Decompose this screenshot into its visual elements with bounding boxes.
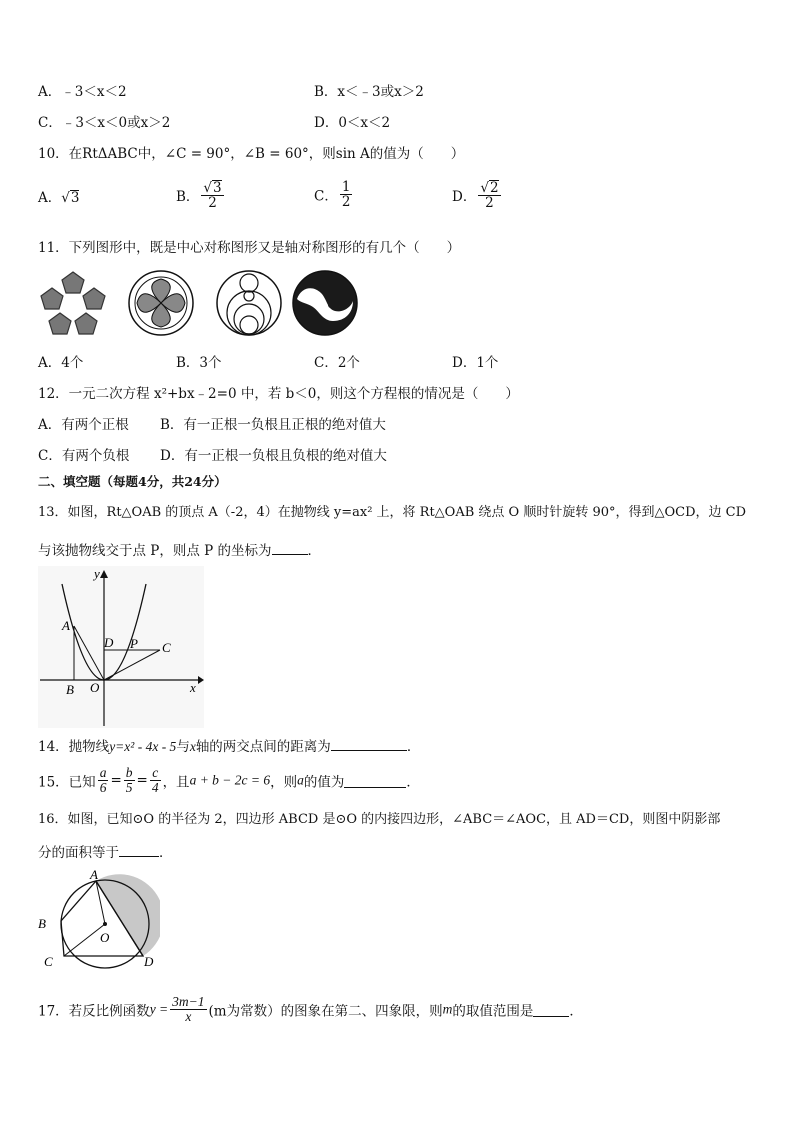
q15-frac-c <box>150 766 161 795</box>
swirl-figure <box>291 269 359 337</box>
label-a: A <box>62 618 70 633</box>
q9-option-d: D．0＜x＜2 <box>314 115 391 131</box>
label-c: C <box>44 954 53 969</box>
q12-option-c: C．有两个负根 <box>38 448 130 464</box>
q17-line <box>38 995 583 1024</box>
equals: = <box>136 772 148 789</box>
label-d: D <box>144 954 154 969</box>
q17-var: m <box>442 1001 453 1017</box>
q14-mid: 与 <box>176 739 190 755</box>
label-a: A <box>90 868 98 882</box>
q11-option-d: D．1个 <box>452 355 499 371</box>
q11-option-c: C．2个 <box>314 355 360 371</box>
q15-frac-a <box>98 766 109 795</box>
q10-option-c <box>314 180 354 209</box>
q15-frac-b <box>124 766 135 795</box>
q14-text: 轴的两交点间的距离为 <box>195 739 331 755</box>
center-point <box>103 922 107 926</box>
q10-c-fraction <box>340 180 353 209</box>
pentagon-figure <box>38 269 108 337</box>
q13-period: ． <box>307 543 322 559</box>
equals: = <box>110 772 122 789</box>
q17-y: y = <box>149 1001 169 1017</box>
frac-denominator: x <box>185 1009 192 1024</box>
frac-denominator: 5 <box>125 780 133 795</box>
answer-blank <box>533 1002 569 1017</box>
q10-b-fraction <box>201 180 223 210</box>
q11-stem: 11．下列图形中，既是中心对称图形又是轴对称图形的有几个（ ） <box>38 240 461 256</box>
label-o: O <box>90 680 100 695</box>
q17-fraction <box>170 995 206 1024</box>
label-o: O <box>100 930 110 945</box>
label-b: B <box>66 682 74 697</box>
q12-option-d: D．有一正根一负根且负根的绝对值大 <box>160 448 387 464</box>
q10-b-denominator: 2 <box>208 195 217 211</box>
circle-quadrilateral-figure <box>36 868 160 972</box>
q15-line <box>38 766 420 795</box>
q10-d-denominator: 2 <box>485 195 494 211</box>
frac-numerator: 3m−1 <box>172 994 205 1009</box>
q10-option-a <box>38 188 79 208</box>
q13-line2 <box>38 540 321 561</box>
q10-c-numerator: 1 <box>341 179 351 195</box>
label-b: B <box>38 916 46 931</box>
q14-period: ． <box>406 739 421 755</box>
q15-prefix: 15．已知 <box>38 774 96 791</box>
q9-option-b: B．x＜﹣3或x＞2 <box>314 84 424 100</box>
petal-circle-figure <box>127 269 195 337</box>
q17-prefix: 17．若反比例函数 <box>38 1003 150 1020</box>
frac-denominator: 6 <box>99 780 107 795</box>
q15-then: ，则 <box>270 774 298 791</box>
frac-numerator: c <box>150 766 161 781</box>
answer-blank <box>119 842 159 857</box>
parabola-figure <box>38 566 204 728</box>
frac-numerator: a <box>99 765 107 780</box>
q10-option-d <box>452 180 503 210</box>
q14-equation: y=x² - 4x - 5 <box>109 739 177 754</box>
q17-text: (m为常数）的图象在第二、四象限，则 <box>208 1003 443 1020</box>
q15-condition: a + b − 2c = 6 <box>189 772 271 788</box>
label-x: x <box>190 680 196 695</box>
q10-d-numerator: 2 <box>489 180 499 196</box>
sqrt-symbol: √ <box>203 180 213 196</box>
q17-text-2: 的取值范围是 <box>452 1003 534 1020</box>
q10-c-denominator: 2 <box>341 194 351 210</box>
q15-mid: ，且 <box>162 774 190 791</box>
q10-stem: 10．在RtΔABC中，∠C = 90°，∠B = 60°，则sin A的值为（ ） <box>38 146 465 162</box>
q10-d-label: D． <box>452 189 477 205</box>
q12-option-b: B．有一正根一负根且正根的绝对值大 <box>160 417 386 433</box>
answer-blank <box>331 736 407 751</box>
q10-a-radicand: 3 <box>70 190 80 206</box>
label-c: C <box>162 640 171 655</box>
q15-var: a <box>297 772 304 788</box>
q10-b-numerator: 3 <box>213 180 222 196</box>
segment-oc <box>64 924 105 956</box>
q11-option-b: B．3个 <box>176 355 222 371</box>
label-p: P <box>130 636 138 651</box>
q12-stem: 12．一元二次方程 x²+bx﹣2=0 中，若 b＜0，则这个方程根的情况是（ ） <box>38 386 519 402</box>
q15-text: 的值为 <box>303 774 345 791</box>
sqrt-symbol: √ <box>61 190 70 206</box>
answer-blank <box>344 773 406 788</box>
answer-blank <box>272 540 308 555</box>
q14-prefix: 14．抛物线 <box>38 739 110 755</box>
frac-numerator: b <box>125 765 133 780</box>
q14-line <box>38 736 420 757</box>
q16-line2 <box>38 842 173 863</box>
q16-text: 分的面积等于 <box>38 845 119 861</box>
q9-option-c: C．﹣3＜x＜0或x＞2 <box>38 115 171 131</box>
q10-option-b <box>176 180 226 210</box>
frac-denominator: 4 <box>151 780 159 795</box>
q17-period: ． <box>569 1003 583 1020</box>
sqrt-symbol: √ <box>480 180 489 196</box>
q12-option-a: A．有两个正根 <box>38 417 129 433</box>
q13-text: 与该抛物线交于点 P，则点 P 的坐标为 <box>38 543 272 559</box>
q9-option-a: A．﹣3＜x＜2 <box>38 84 127 100</box>
q15-period: ． <box>406 774 420 791</box>
q16-line1: 16．如图，已知⊙O 的半径为 2，四边形 ABCD 是⊙O 的内接四边形，∠ABC＝∠AOC，且 AD＝CD，则图中阴影部 <box>38 812 721 827</box>
q16-period: ． <box>159 845 173 861</box>
q10-a-label: A． <box>38 190 62 206</box>
q13-line1: 13．如图，Rt△OAB 的顶点 A（-2，4）在抛物线 y=ax² 上，将 Rt△OAB 绕点 O 顺时针旋转 90°，得到△OCD，边 CD <box>38 505 747 520</box>
nested-circles-figure <box>215 269 283 337</box>
label-d: D <box>104 635 114 650</box>
q10-c-label: C． <box>314 188 338 205</box>
q10-b-label: B． <box>176 189 200 205</box>
q10-d-fraction <box>478 180 500 210</box>
q11-option-a: A．4个 <box>38 355 84 371</box>
label-y: y <box>94 566 100 581</box>
section-heading: 二、填空题（每题4分，共24分） <box>38 474 227 489</box>
q14-var-x: x <box>189 739 196 754</box>
